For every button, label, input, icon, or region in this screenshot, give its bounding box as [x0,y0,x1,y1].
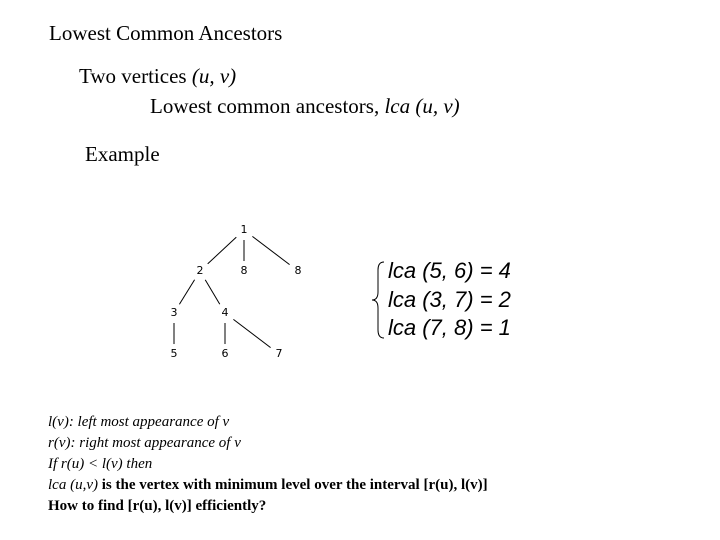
left-brace-icon [370,258,388,342]
question-line [48,496,488,517]
page-title: Lowest Common Ancestors [49,21,283,45]
lca-rule [48,475,488,496]
tree-node: 4 [214,303,236,323]
lca-rule-text: is the vertex with minimum level over the interval [r(u), l(v)] [97,477,488,493]
intro-line-vertices-text: Two vertices [79,64,192,88]
lca-result: lca (5, 6) = 4 [388,258,511,283]
right-definition-text: r(v): right most appearance of v [48,435,241,451]
tree-node: 3 [163,303,185,323]
tree-node: 1 [233,220,255,240]
intro-line-lca-text: Lowest common ancestors, [150,94,385,118]
tree-node: 8 [287,261,309,281]
intro-line-vertices-math: (u, v) [191,64,237,88]
tree-node: 7 [268,344,290,364]
lca-result: lca (7, 8) = 1 [388,315,511,340]
tree-node: 8 [233,261,255,281]
condition-text: If r(u) < l(v) then [48,456,153,472]
right-definition [48,433,488,454]
tree-node: 2 [189,261,211,281]
lca-rule-math: lca (u,v) [48,477,98,493]
condition-line [48,454,488,475]
tree-node: 5 [163,344,185,364]
left-definition [48,412,488,433]
definitions [48,412,488,517]
question-text: How to find [r(u), l(v)] efficiently? [48,498,267,514]
tree-node: 6 [214,344,236,364]
left-definition-text: l(v): left most appearance of v [48,414,230,430]
example-heading: Example [85,142,160,166]
intro-line-lca-math: lca (u, v) [384,94,460,118]
lca-result: lca (3, 7) = 2 [388,287,511,312]
